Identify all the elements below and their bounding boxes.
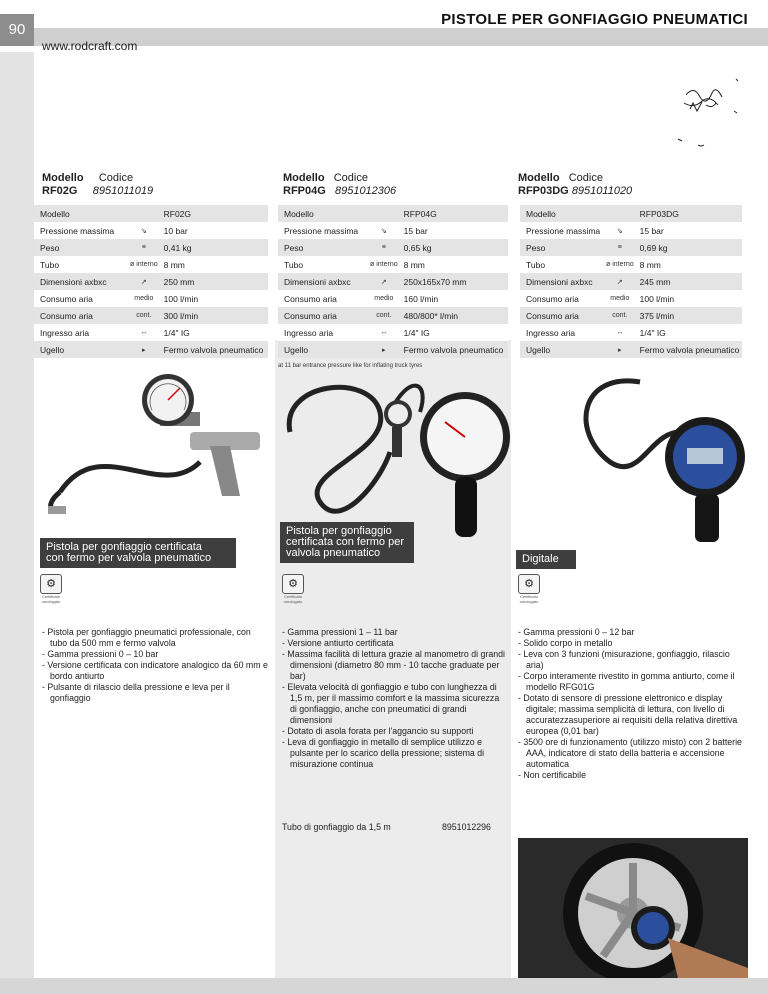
feature-item: - Dotato di sensore di pressione elettronico e display digitale; massima semplicità di lettura, con livello di accuratezzasuperiore ai requisiti della relativa direttiva europea (0,01 bar) — [518, 693, 738, 736]
spec-label: Ingresso aria — [278, 324, 370, 341]
spec-row — [278, 324, 508, 341]
spec-icon: cont. — [606, 307, 634, 324]
spec-row — [34, 273, 268, 290]
spec-icon: medio — [370, 290, 398, 307]
spec-icon — [130, 205, 158, 222]
spec-row — [34, 290, 268, 307]
modello-label: Modello — [518, 172, 560, 184]
spec-value: 250x165x70 mm — [398, 273, 508, 290]
spec-label: Tubo — [34, 256, 130, 273]
spec-icon: ⇘ — [606, 222, 634, 239]
spec-value: 480/800* l/min — [398, 307, 508, 324]
caption-rfp03dg — [516, 550, 576, 569]
scribble-decoration — [676, 75, 746, 155]
feature-list-rfp03dg — [518, 627, 748, 781]
caption-line: Digitale — [522, 553, 559, 565]
feature-item: - Gamma pressioni 1 – 11 bar — [282, 627, 398, 637]
spec-label: Consumo aria — [278, 290, 370, 307]
spec-icon: ↔ — [606, 324, 634, 341]
spec-label: Tubo — [520, 256, 606, 273]
spec-icon: ≡ — [370, 239, 398, 256]
spec-icon: ↔ — [370, 324, 398, 341]
spec-icon: ø interno — [370, 256, 398, 273]
spec-label: Consumo aria — [34, 307, 130, 324]
spec-value: RF02G — [158, 205, 268, 222]
product-code: 8951012306 — [334, 185, 397, 197]
spec-value: RFP04G — [398, 205, 508, 222]
spec-value: 8 mm — [398, 256, 508, 273]
spec-row — [34, 222, 268, 239]
spec-label: Ugello — [278, 341, 370, 358]
spec-icon — [606, 205, 634, 222]
spec-icon: cont. — [130, 307, 158, 324]
spec-label: Dimensioni axbxc — [520, 273, 606, 290]
codice-label: Codice — [568, 172, 603, 184]
caption-line: valvola pneumatico — [286, 547, 381, 559]
page-title: PISTOLE PER GONFIAGGIO PNEUMATICI — [441, 11, 748, 28]
spec-value: 300 l/min — [158, 307, 268, 324]
spec-value: Fermo valvola pneumatico — [158, 341, 268, 358]
feature-item: - Versione certificata con indicatore analogico da 60 mm e bordo antiurto — [42, 660, 268, 681]
product-image-rfp03dg — [520, 372, 750, 542]
feature-list-rf02g — [42, 627, 268, 704]
bottom-strip — [0, 978, 768, 994]
codice-label: Codice — [333, 172, 368, 184]
feature-item: - Massima facilità di lettura grazie al manometro di grandi dimensioni (diametro 80 mm - 10 tacche graduate per bar) — [282, 649, 505, 681]
spec-value: 0,65 kg — [398, 239, 508, 256]
spec-value: 250 mm — [158, 273, 268, 290]
accessory-label: Tubo di gonfiaggio da 1,5 m — [282, 822, 391, 832]
column-header-rf02g — [42, 172, 153, 198]
spec-label: Dimensioni axbxc — [278, 273, 370, 290]
product-image-rfp04g — [280, 372, 510, 542]
caption-line: certificata con fermo per — [286, 536, 404, 548]
spec-icon: ↗ — [130, 273, 158, 290]
caption-line: Pistola per gonfiaggio certificata — [46, 541, 202, 553]
spec-row — [34, 341, 268, 358]
spec-table-rfp03dg — [520, 205, 742, 358]
spec-label: Tubo — [278, 256, 370, 273]
spec-row — [520, 273, 742, 290]
side-strip — [0, 52, 34, 994]
spec-row — [278, 239, 508, 256]
spec-value: 15 bar — [634, 222, 742, 239]
spec-label: Modello — [34, 205, 130, 222]
spec-row — [520, 307, 742, 324]
column-header-rfp04g — [283, 172, 396, 198]
spec-value: 10 bar — [158, 222, 268, 239]
spec-label: Peso — [278, 239, 370, 256]
spec-row — [278, 205, 508, 222]
spec-value: 1/4" IG — [398, 324, 508, 341]
spec-value: 0,41 kg — [158, 239, 268, 256]
model-name: RFP03DG — [518, 185, 569, 197]
spec-label: Peso — [34, 239, 130, 256]
spec-icon: cont. — [370, 307, 398, 324]
spec-label: Ugello — [34, 341, 130, 358]
accessory-code: 8951012296 — [442, 822, 491, 832]
spec-row — [520, 341, 742, 358]
feature-item: - Elevata velocità di gonfiaggio e tubo con lunghezza di 1,5 m, per il massimo comfort e la massima sicurezza di gonfiaggio, anche con pneumatici di grandi dimensioni — [282, 682, 500, 725]
spec-row — [34, 205, 268, 222]
spec-row — [278, 341, 508, 358]
spec-row — [278, 273, 508, 290]
feature-item: - Pulsante di rilascio della pressione e leva per il gonfiaggio — [42, 682, 230, 703]
spec-icon: ▸ — [130, 341, 158, 358]
cert-label: Certificato omologato — [519, 594, 539, 604]
spec-icon: ⇘ — [130, 222, 158, 239]
modello-label: Modello — [283, 172, 325, 184]
spec-row — [520, 239, 742, 256]
spec-value: Fermo valvola pneumatico — [634, 341, 742, 358]
spec-value: Fermo valvola pneumatico — [398, 341, 508, 358]
spec-label: Consumo aria — [520, 307, 606, 324]
spec-value: 15 bar — [398, 222, 508, 239]
feature-item: - 3500 ore di funzionamento (utilizzo misto) con 2 batterie AAA, indicatore di stato della batteria e accensione automatica — [518, 737, 742, 769]
model-name: RFP04G — [283, 185, 326, 197]
footnote: at 11 bar entrance pressure like for inflating truck tyres — [278, 363, 423, 369]
feature-item: - Solido corpo in metallo — [518, 638, 613, 648]
feature-item: - Dotato di asola forata per l'aggancio su supporti — [282, 726, 474, 736]
spec-icon: ø interno — [130, 256, 158, 273]
cert-label: Certificato omologato — [41, 594, 61, 604]
modello-label: Modello — [42, 172, 84, 184]
spec-icon: ø interno — [606, 256, 634, 273]
spec-icon: ⇘ — [370, 222, 398, 239]
spec-row — [520, 222, 742, 239]
column-header-rfp03dg — [518, 172, 632, 198]
spec-row — [278, 307, 508, 324]
feature-item: - Versione antiurto certificata — [282, 638, 394, 648]
spec-row — [520, 324, 742, 341]
spec-value: 8 mm — [158, 256, 268, 273]
spec-table-rf02g — [34, 205, 268, 358]
feature-item: - Corpo interamente rivestito in gomma antiurto, come il modello RFG01G — [518, 671, 735, 692]
header-bar — [34, 28, 768, 46]
spec-icon: ↔ — [130, 324, 158, 341]
codice-label: Codice — [98, 172, 134, 184]
spec-label: Pressione massima — [520, 222, 606, 239]
model-name: RF02G — [42, 185, 78, 197]
website-link[interactable]: www.rodcraft.com — [42, 39, 138, 53]
product-image-rf02g — [40, 372, 260, 522]
spec-value: 100 l/min — [634, 290, 742, 307]
page-number: 90 — [0, 14, 34, 46]
caption-line: con fermo per valvola pneumatico — [46, 552, 212, 564]
feature-item: - Pistola per gonfiaggio pneumatici professionale, con tubo da 500 mm e fermo valvola — [42, 627, 251, 648]
caption-rf02g — [40, 538, 236, 568]
spec-row — [34, 324, 268, 341]
certificate-icon: ⚙ Certificato omologato — [518, 574, 540, 604]
spec-row — [278, 290, 508, 307]
spec-row — [34, 239, 268, 256]
spec-icon: ≡ — [130, 239, 158, 256]
spec-label: Consumo aria — [278, 307, 370, 324]
spec-icon: ▸ — [370, 341, 398, 358]
cert-label: Certificato omologato — [283, 594, 303, 604]
product-code: 8951011019 — [92, 185, 154, 197]
spec-row — [520, 290, 742, 307]
spec-label: Pressione massima — [278, 222, 370, 239]
spec-label: Ugello — [520, 341, 606, 358]
product-code: 8951011020 — [571, 185, 633, 197]
spec-label: Consumo aria — [520, 290, 606, 307]
spec-label: Modello — [520, 205, 606, 222]
spec-row — [520, 256, 742, 273]
spec-icon: ↗ — [370, 273, 398, 290]
wheel-photo — [518, 838, 748, 978]
feature-item: - Leva di gonfiaggio in metallo di semplice utilizzo e pulsante per lo scarico della pressione; sistema di misurazione continua — [282, 737, 485, 769]
certificate-icon: ⚙ Certificato omologato — [40, 574, 62, 604]
spec-value: 375 l/min — [634, 307, 742, 324]
spec-value: 245 mm — [634, 273, 742, 290]
feature-item: - Gamma pressioni 0 – 10 bar — [42, 649, 159, 659]
feature-item: - Non certificabile — [518, 770, 586, 780]
spec-label: Ingresso aria — [520, 324, 606, 341]
spec-value: RFP03DG — [634, 205, 742, 222]
spec-label: Pressione massima — [34, 222, 130, 239]
spec-row — [278, 256, 508, 273]
spec-row — [34, 307, 268, 324]
spec-icon: ▸ — [606, 341, 634, 358]
feature-item: - Gamma pressioni 0 – 12 bar — [518, 627, 635, 637]
spec-icon: ↗ — [606, 273, 634, 290]
spec-icon — [370, 205, 398, 222]
spec-icon: ≡ — [606, 239, 634, 256]
spec-label: Dimensioni axbxc — [34, 273, 130, 290]
caption-line: Pistola per gonfiaggio — [286, 525, 392, 537]
spec-value: 1/4" IG — [634, 324, 742, 341]
spec-icon: medio — [606, 290, 634, 307]
spec-label: Peso — [520, 239, 606, 256]
spec-value: 8 mm — [634, 256, 742, 273]
spec-value: 100 l/min — [158, 290, 268, 307]
feature-list-rfp04g — [282, 627, 508, 770]
spec-row — [278, 222, 508, 239]
spec-value: 160 l/min — [398, 290, 508, 307]
caption-rfp04g — [280, 522, 414, 563]
spec-label: Ingresso aria — [34, 324, 130, 341]
spec-row — [34, 256, 268, 273]
spec-icon: medio — [130, 290, 158, 307]
certificate-icon: ⚙ Certificato omologato — [282, 574, 304, 604]
spec-label: Modello — [278, 205, 370, 222]
spec-table-rfp04g — [278, 205, 508, 358]
spec-row — [520, 205, 742, 222]
feature-item: - Leva con 3 funzioni (misurazione, gonfiaggio, rilascio aria) — [518, 649, 730, 670]
spec-value: 0,69 kg — [634, 239, 742, 256]
spec-value: 1/4" IG — [158, 324, 268, 341]
spec-label: Consumo aria — [34, 290, 130, 307]
